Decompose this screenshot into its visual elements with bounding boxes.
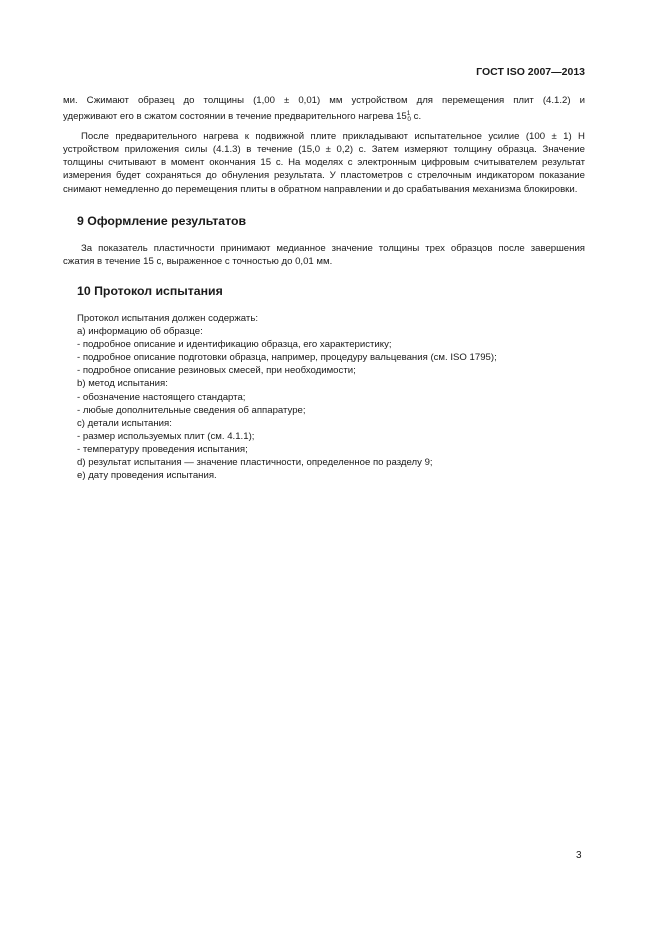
list-item: a) информацию об образце: <box>77 326 203 338</box>
list-item: d) результат испытания — значение пластичности, определенное по разделу 9; <box>77 457 433 469</box>
intro-line-1: ми. Сжимают образец до толщины (1,00 ± 0,01) мм устройством для перемещения плит (4.1.2) и <box>63 95 585 106</box>
list-item: - подробное описание резиновых смесей, при необходимости; <box>77 365 356 377</box>
intro-line-2 <box>63 107 585 126</box>
list-item: - температуру проведения испытания; <box>77 443 248 455</box>
list-item: b) метод испытания: <box>77 378 168 390</box>
section-9-text: За показатель пластичности принимают медианное значение толщины трех образцов после завершения сжатия в течение 15 с, выраженное с точностью до 0,01 мм. <box>63 243 585 268</box>
document-code: ГОСТ ISO 2007—2013 <box>476 66 585 78</box>
intro-paragraph-2: После предварительного нагрева к подвижной плите прикладывают испытательное усилие (100 ± 1) Н устройством приложения силы (4.1.3) в течение (15,0 ± 0,2) с. Затем измеряют толщину образца. Значение толщины считывают в момент окончания 15 с. На моделях с электронным цифровым считывателем результат измерения будет сохраняться до обнуления результата. У пластометров с стрелочным индикатором показание снимают немедленно до перемещения плиты в обратном направлении и до срабатывания механизма блокировки. <box>63 131 585 195</box>
section-10-list <box>77 312 585 482</box>
list-item: c) детали испытания: <box>77 417 172 429</box>
list-item: - подробное описание подготовки образца, например, процедуру вальцевания (см. ISO 1795); <box>77 352 497 364</box>
section-9-body <box>63 242 585 268</box>
section-9-heading: 9 Оформление результатов <box>77 214 247 228</box>
intro-block <box>63 94 585 196</box>
list-item: Протокол испытания должен содержать: <box>77 313 258 324</box>
intro-line-2-end: с. <box>411 111 422 123</box>
list-item: - обозначение настоящего стандарта; <box>77 391 246 403</box>
page-number: 3 <box>576 850 582 861</box>
list-item: - размер используемых плит (см. 4.1.1); <box>77 430 255 442</box>
intro-line-2-text: удерживают его в сжатом состоянии в течение предварительного нагрева 15 <box>63 111 407 123</box>
preheat-upper-tolerance: 1 <box>406 110 411 118</box>
list-item: e) дату проведения испытания. <box>77 470 217 482</box>
list-item: - любые дополнительные сведения об аппаратуре; <box>77 404 306 416</box>
section-10-heading: 10 Протокол испытания <box>77 284 223 298</box>
preheat-lower-tolerance: 0 <box>407 116 412 124</box>
list-item: - подробное описание и идентификацию образца, его характеристику; <box>77 339 392 351</box>
